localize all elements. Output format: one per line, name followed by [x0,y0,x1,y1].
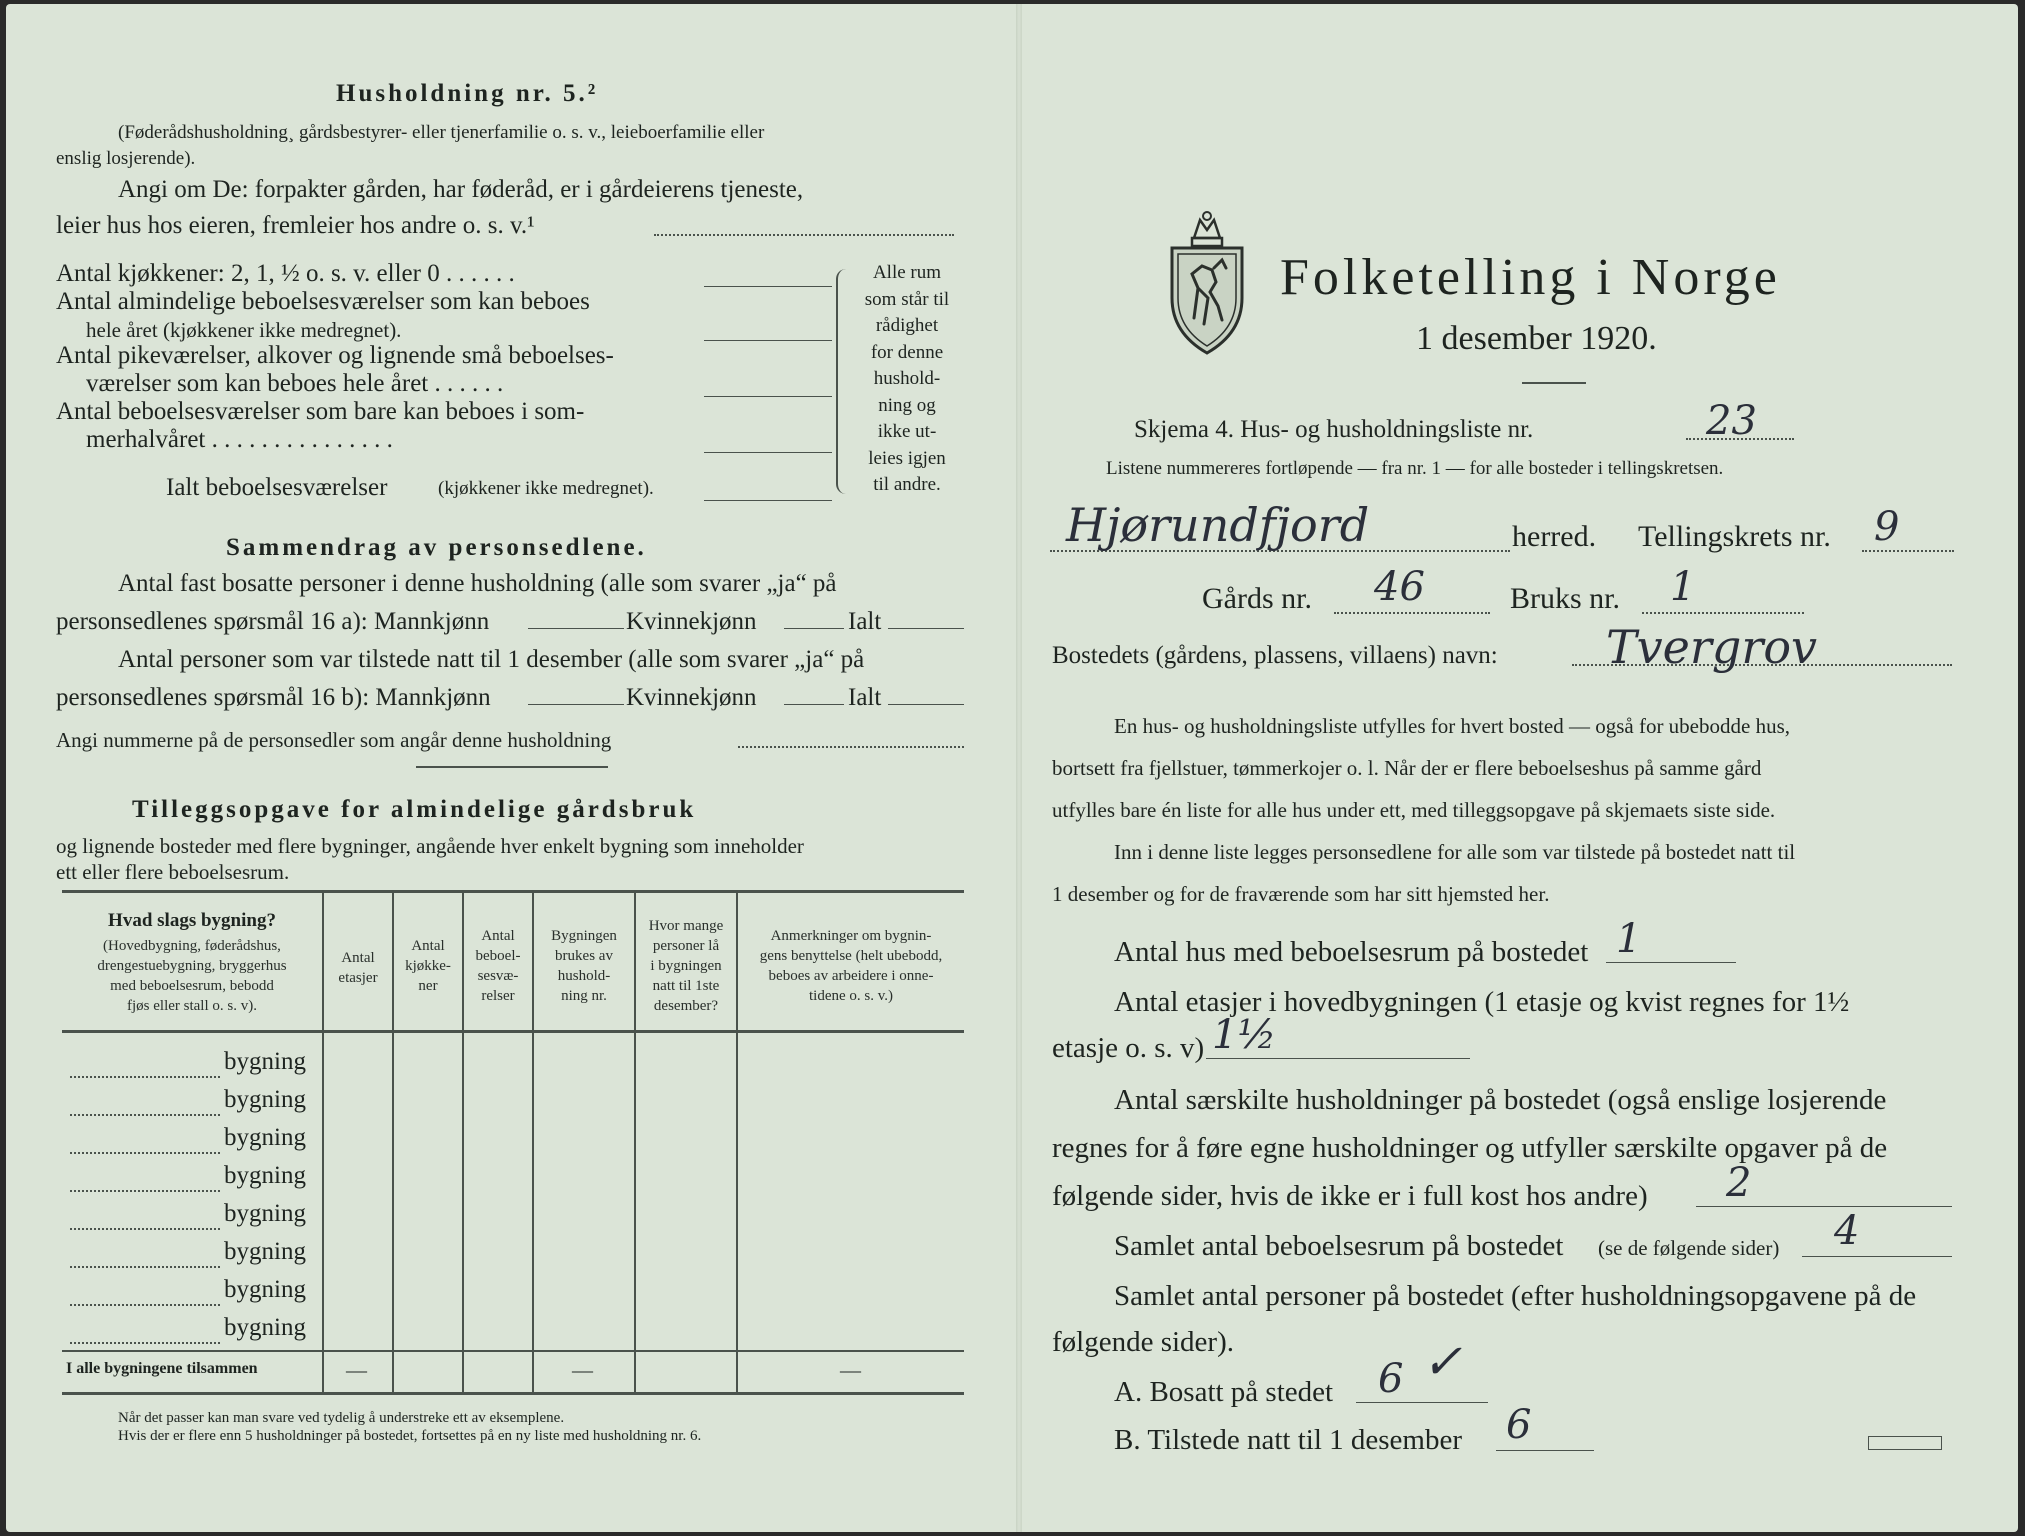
krets-label: Tellingskrets nr. [1638,520,1831,553]
samlet-rum-answer-line [1802,1256,1952,1257]
tilstede-label: B. Tilstede natt til 1 desember [1114,1424,1462,1456]
krets-value: 9 [1874,504,1900,550]
rooms-row-3: hele året (kjøkkener ikke medregnet). [86,318,402,342]
bosatt-value: 6 [1378,1356,1404,1402]
samlet-pers-line1: Samlet antal personer på bostedet (efter husholdningsopgavene på de [1114,1280,1917,1312]
bosatt-label: A. Bosatt på stedet [1114,1376,1334,1408]
mann-a-answer [528,628,624,629]
krets-answer-line [1862,550,1954,552]
ialt-b-label: Ialt [848,684,882,711]
col-head-anmerkninger: Anmerkninger om bygnin- gens benyttelse (helt ubebodd, beboes av arbeidere i onne- tidene o. s. v.) [759,928,943,1004]
small-rooms-answer [704,396,832,397]
tilstede-value: 6 [1506,1402,1532,1448]
col-head-kjokkener: Antal kjøkke- ner [405,938,451,994]
hus-label: Antal hus med beboelsesrum på bostedet [1114,936,1589,968]
ialt-a-answer [888,628,964,629]
table-row-label: bygning [224,1200,306,1227]
footnote-1: Når det passer kan man svare ved tydelig å understreke ett av eksemplene. [118,1410,565,1426]
summary-line-3: Antal personer som var tilstede natt til 1 desember (alle som svarer „ja“ på [118,646,865,673]
summary-line-2: personsedlenes spørsmål 16 a): Mannkjønn [56,608,490,635]
samlet-rum-value: 4 [1834,1208,1860,1254]
kvinne-b-answer [784,704,844,705]
kvinne-a-answer [784,628,844,629]
table-row-label: bygning [224,1276,306,1303]
kitchens-answer [704,286,832,287]
samlet-rum-small: (se de følgende sider) [1598,1236,1780,1260]
col-head-type: Hvad slags bygning? [108,910,276,931]
etasjer-answer-line [1206,1058,1470,1059]
herred-label: herred. [1512,520,1597,553]
page-fold [1016,4,1022,1532]
summary-title: Sammendrag av personsedlene. [226,534,647,561]
row-dots [70,1076,220,1078]
row-dots [70,1190,220,1192]
household-title: Husholdning nr. 5.² [336,80,599,107]
tillegg-line-1: og lignende bosteder med flere bygninger, angående hver enkelt bygning som inneholder [56,834,804,858]
col-head-type-sub: (Hovedbygning, føderådshus, drengestuebygning, bryggerhus med beboelsesrum, bebodd fjøs eller stall o. s. v). [97,938,287,1014]
census-title: Folketelling i Norge [1280,249,1781,306]
summary-line-1: Antal fast bosatte personer i denne husholdning (alle som svarer „ja“ på [118,570,837,597]
ialt-a-label: Ialt [848,608,882,635]
bruks-label: Bruks nr. [1510,582,1621,615]
ialt-rooms-small: (kjøkkener ikke medregnet). [438,478,654,499]
gards-answer-line [1334,612,1490,614]
table-row-label: bygning [224,1124,306,1151]
total-dash: — [346,1358,367,1382]
row-dots [70,1266,220,1268]
brace-note: Alle rum som står til rådighet for denne hushold- ning og ikke ut- leies igjen til andre. [864,262,950,495]
summary-line-5: Angi nummerne på de personsedler som angår denne husholdning [56,728,612,752]
para1-line3: utfylles bare én liste for alle hus under ett, med tilleggsopgave på skjemaets siste side. [1052,798,1776,822]
listene-note: Listene nummereres fortløpende — fra nr. 1 — for alle bosteder i tellingskretsen. [1106,458,1724,479]
para1-line1: En hus- og husholdningsliste utfylles for hvert bosted — også for ubebodde hus, [1114,714,1790,738]
rooms-row-2: Antal almindelige beboelsesværelser som kan beboes [56,288,590,315]
printer-stamp [1868,1436,1942,1450]
total-dash: — [572,1358,593,1382]
table-row-label: bygning [224,1048,306,1075]
row-dots [70,1152,220,1154]
total-row-label: I alle bygningene tilsammen [66,1360,258,1377]
rooms-answer [704,340,832,341]
etasjer-value: 1½ [1212,1012,1277,1058]
ialt-b-answer [888,704,964,705]
household-intro-1: (Føderådshusholdning¸ gårdsbestyrer- eller tjenerfamilie o. s. v., leieboerfamilie eller [118,122,765,143]
samlet-pers-line2: følgende sider). [1052,1326,1234,1358]
rooms-row-6: Antal beboelsesværelser som bare kan beboes i som- [56,398,585,425]
tillegg-title: Tilleggsopgave for almindelige gårdsbruk [132,796,697,823]
husholdn-value: 2 [1726,1160,1752,1206]
rooms-row-4: Antal pikeværelser, alkover og lignende små beboelses- [56,342,614,369]
col-head-etasjer: Antal etasjer [338,950,378,986]
table-row-label: bygning [224,1314,306,1341]
husholdn-line2: regnes for å føre egne husholdninger og utfyller særskilte opgaver på de [1052,1132,1888,1164]
angi-answer-line [654,234,954,236]
para2-line1: Inn i denne liste legges personsedlene for alle som var tilstede på bostedet natt til [1114,840,1796,864]
col-head-husholdning: Bygningen brukes av hushold- ning nr. [551,928,617,1004]
summer-rooms-answer [704,452,832,453]
title-divider [1522,382,1586,384]
footnote-2: Hvis der er flere enn 5 husholdninger på bostedet, fortsettes på en ny liste med husholdning nr. 6. [118,1428,702,1444]
summary-line-4: personsedlenes spørsmål 16 b): Mannkjønn [56,684,491,711]
row-dots [70,1228,220,1230]
etasjer-line1: Antal etasjer i hovedbygningen (1 etasje og kvist regnes for 1½ [1114,986,1850,1018]
kvinne-b-label: Kvinnekjønn [626,684,757,711]
check-mark: ✓ [1422,1334,1463,1390]
mann-b-answer [528,704,624,705]
ialt-rooms-label: Ialt beboelsesværelser [166,474,388,501]
rooms-row-7: merhalvåret . . . . . . . . . . . . . . . [86,426,393,453]
col-head-beboelsesv: Antal beboel- sesvæ- relser [475,928,521,1004]
rooms-row-5: værelser som kan beboes hele året . . . . . . [86,370,504,397]
table-row-label: bygning [224,1162,306,1189]
ialt-rooms-answer [704,500,832,501]
census-sheet [6,4,2018,1532]
table-row-label: bygning [224,1086,306,1113]
tillegg-line-2: ett eller flere beboelsesrum. [56,860,290,884]
skjema-label: Skjema 4. Hus- og husholdningsliste nr. [1134,416,1534,443]
divider [416,766,608,768]
total-dash: — [840,1358,861,1382]
herred-value: Hjørundfjord [1066,498,1370,552]
husholdn-answer-line [1696,1206,1952,1207]
husholdn-line3: følgende sider, hvis de ikke er i full kost hos andre) [1052,1180,1648,1212]
para2-line2: 1 desember og for de fraværende som har sitt hjemsted her. [1052,882,1550,906]
para1-line2: bortsett fra fjellstuer, tømmerkojer o. l. Når der er flere beboelseshus på samme gård [1052,756,1762,780]
col-head-personer: Hvor mange personer lå i bygningen natt til 1ste desember? [648,918,724,1014]
bosatt-answer-line [1356,1402,1488,1403]
table-top-rule [62,890,964,893]
bosted-label: Bostedets (gårdens, plassens, villaens) navn: [1052,642,1498,669]
table-total-rule [62,1350,964,1352]
kvinne-a-label: Kvinnekjønn [626,608,757,635]
husholdn-line1: Antal særskilte husholdninger på bostedet (også enslige losjerende [1114,1084,1887,1116]
angi-line-1: Angi om De: forpakter gården, har føderåd, er i gårdeierens tjeneste, [118,176,804,203]
skjema-value: 23 [1706,398,1757,444]
rooms-row-1: Antal kjøkkener: 2, 1, ½ o. s. v. eller 0 . . . . . . [56,260,515,287]
hus-value: 1 [1616,916,1642,962]
gards-label: Gårds nr. [1202,582,1312,615]
angi-line-2: leier hus hos eieren, fremleier hos andre o. s. v.¹ [56,212,535,239]
samlet-rum-label: Samlet antal beboelsesrum på bostedet [1114,1230,1564,1262]
hus-answer-line [1606,962,1736,963]
nummer-answer [738,746,964,748]
table-bottom-rule [62,1392,964,1395]
bruks-answer-line [1642,612,1804,614]
brace [836,269,850,494]
coat-of-arms-icon [1164,208,1250,358]
bosted-value: Tvergrov [1606,620,1817,674]
census-date: 1 desember 1920. [1416,320,1657,357]
gards-value: 46 [1374,564,1425,610]
table-header-rule [62,1030,964,1033]
bruks-value: 1 [1670,564,1696,610]
row-dots [70,1114,220,1116]
tilstede-answer-line [1496,1450,1594,1451]
etasjer-line2: etasje o. s. v) [1052,1032,1205,1064]
row-dots [70,1342,220,1344]
row-dots [70,1304,220,1306]
table-row-label: bygning [224,1238,306,1265]
household-intro-2: enslig losjerende). [56,148,196,169]
